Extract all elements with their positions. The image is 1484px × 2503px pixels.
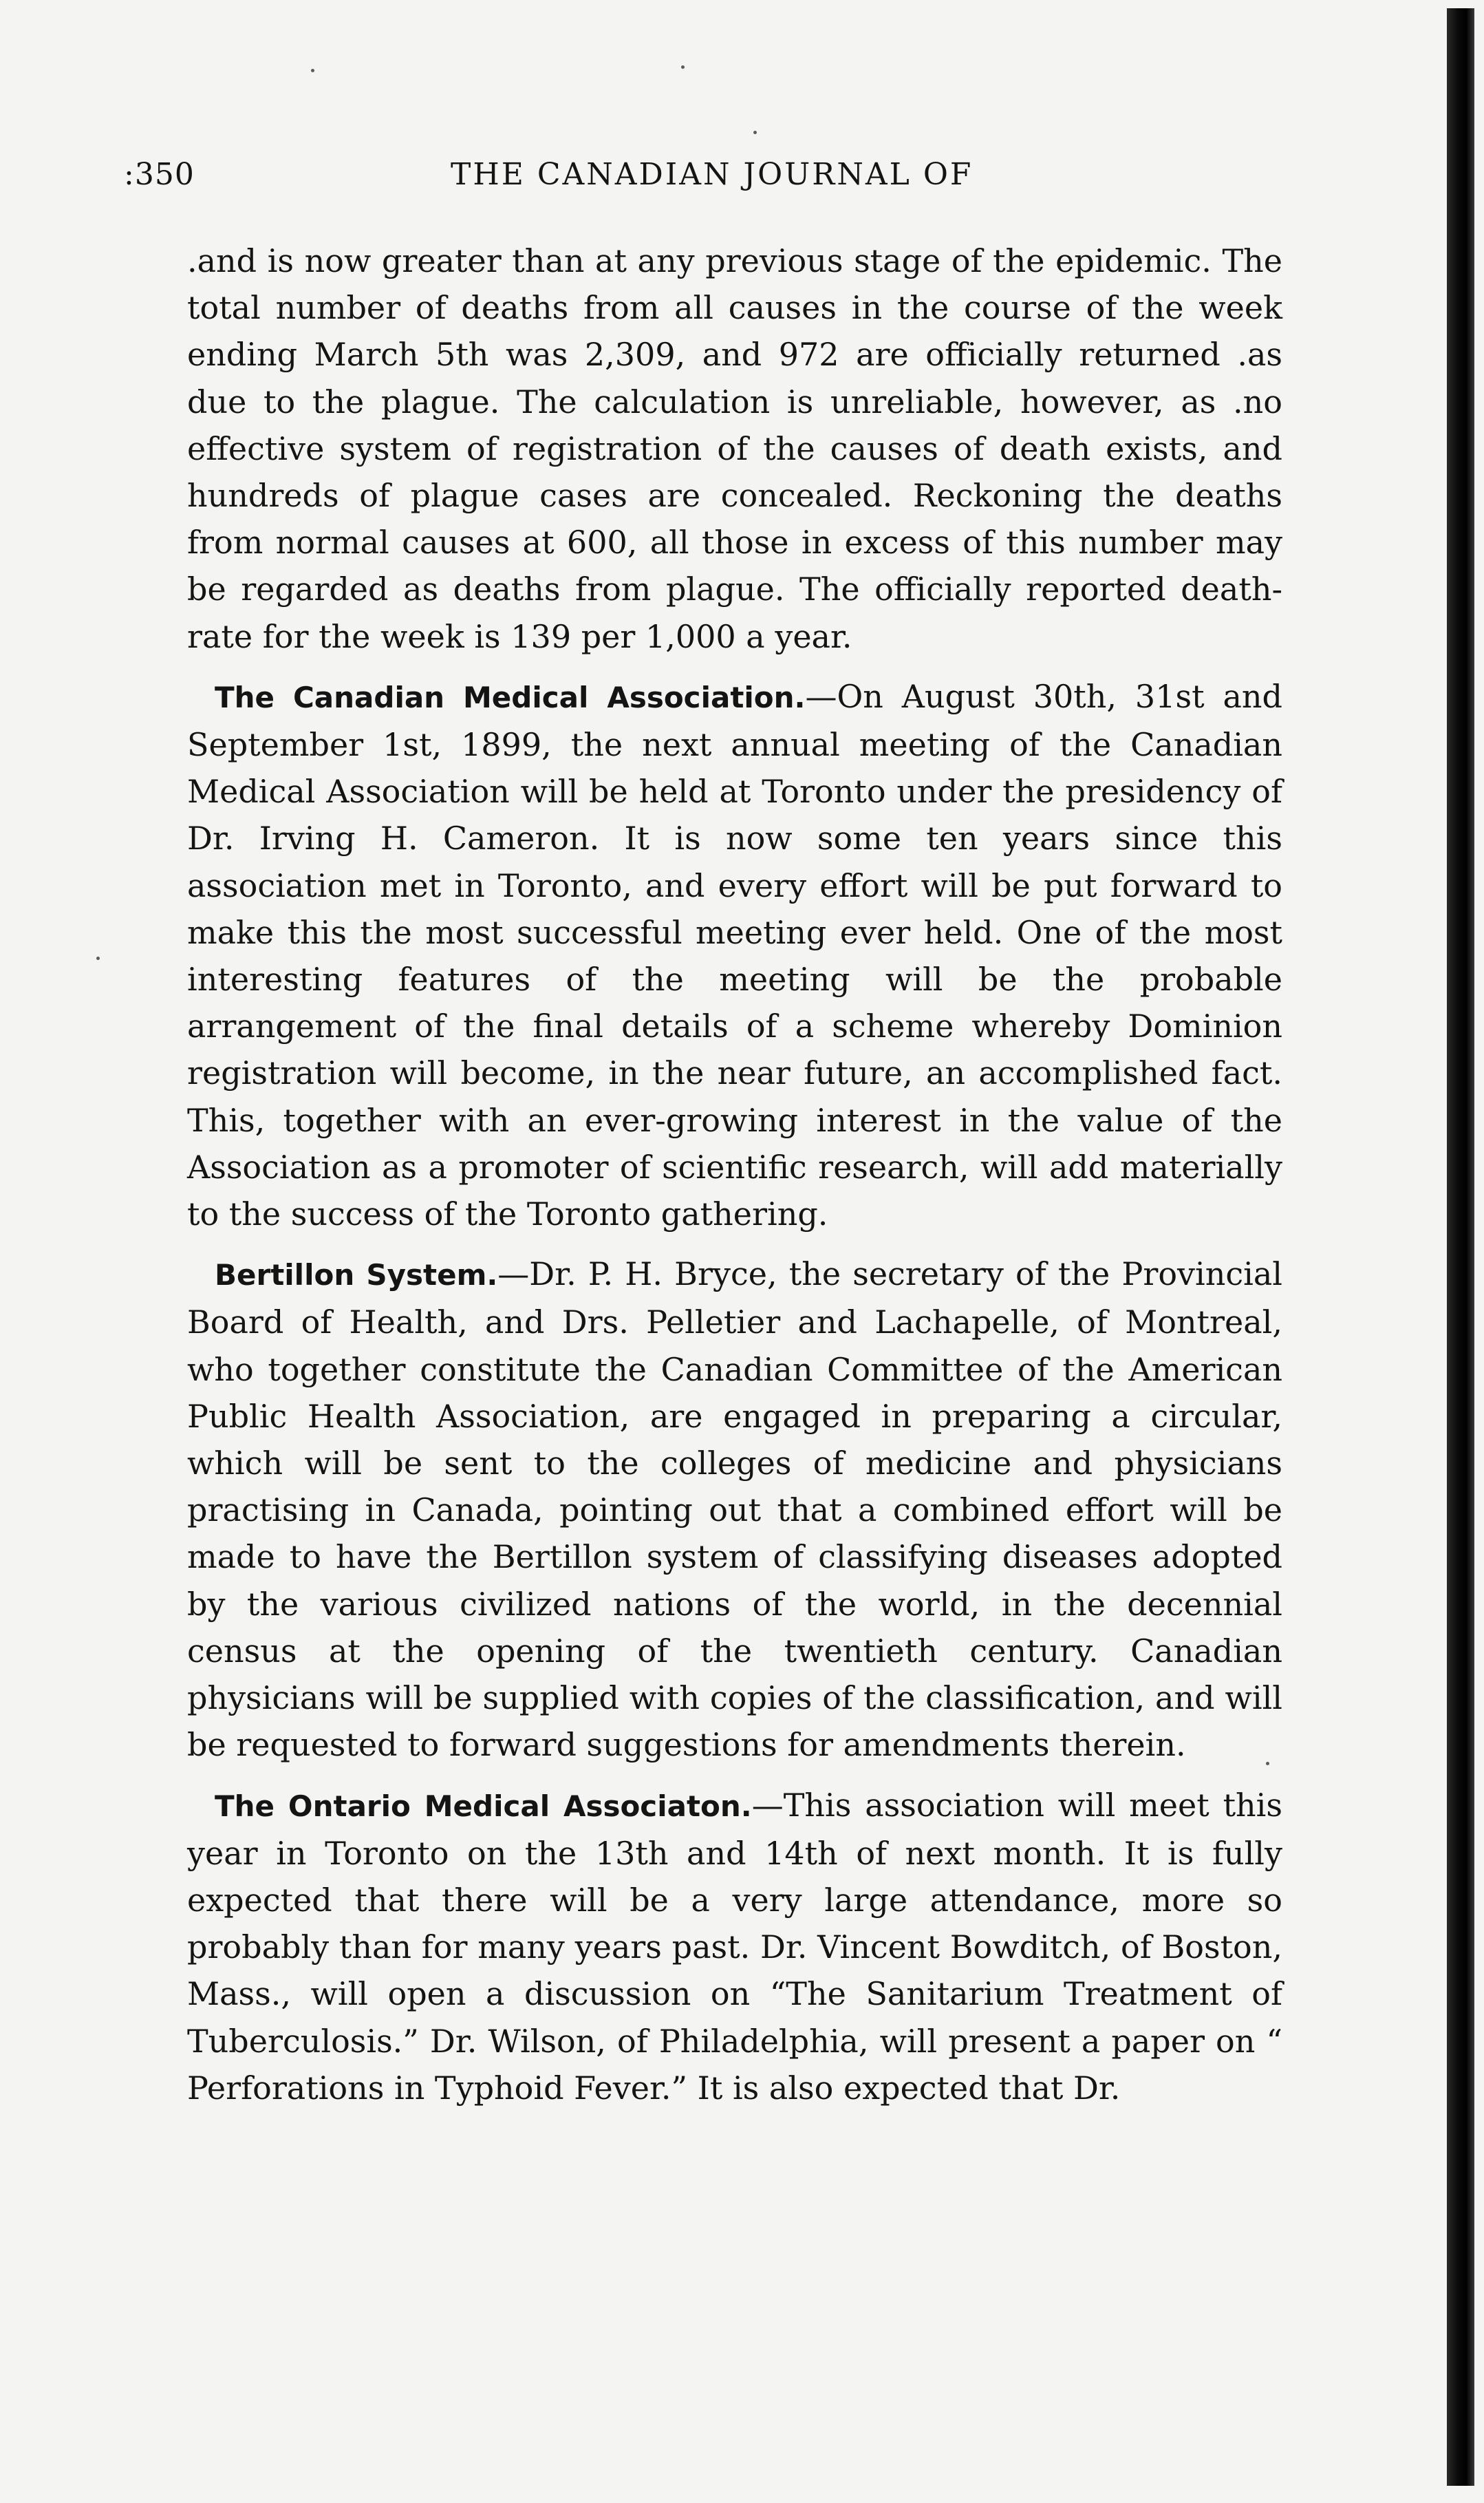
paragraph-body: —Dr. P. H. Bryce, the secretary of the Provincial Board of Health, and Drs. Pelletier and Lachapelle, of Montreal, who together constitute the Canadian Committee of the American Public Health Association, are engaged in preparing a circular, which will be sent to the colleges of medicine and physicians practising in Canada, pointing out that a combined effort will be made to have the Bertillon system of classifying diseases adopted by the various civilized nations of the world, in the decennial census at the opening of the twentieth century. Canadian physicians will be supplied with copies of the classification, and will be requested to forward suggestions for amendments therein. <box>187 1255 1282 1764</box>
article-text <box>187 237 1282 2124</box>
paragraph-body: —On August 30th, 31st and September 1st, 1899, the next annual meeting of the Canadian Medical Association will be held at Toronto under the presidency of Dr. Irving H. Cameron. It is now some ten years since this association met in Toronto, and every effort will be put forward to make this the most successful meeting ever held. One of the most interesting features of the meeting will be the probable arrangement of the final details of a scheme whereby Dominion registration will become, in the near future, an accomplished fact. This, together with an ever-growing interest in the value of the Association as a promoter of scientific research, will add materially to the success of the Toronto gathering. <box>187 677 1282 1233</box>
scan-speck <box>311 69 314 72</box>
paragraph-body: —This association will meet this year in Toronto on the 13th and 14th of next month. It is fully expected that there will be a very large attendance, more so probably than for many years past. Dr. Vincent Bowditch, of Boston, Mass., will open a discussion on “The Sanitarium Treatment of Tuberculosis.” Dr. Wilson, of Philadelphia, will present a paper on “ Perforations in Typhoid Fever.” It is also expected that Dr. <box>187 1786 1282 2107</box>
paragraph-plague-continuation <box>187 237 1282 660</box>
scan-speck <box>681 65 685 69</box>
section-heading: The Ontario Medical Associaton. <box>215 1789 752 1823</box>
section-heading: The Canadian Medical Association. <box>215 680 806 714</box>
page-number: :350 <box>124 157 195 192</box>
scan-speck <box>96 957 100 960</box>
section-heading: Bertillon System. <box>215 1258 498 1292</box>
scan-speck <box>753 131 757 134</box>
page-header <box>124 157 1266 212</box>
paragraph-canadian-medical-association <box>187 673 1282 1237</box>
paragraph-ontario-medical-association <box>187 1782 1282 2111</box>
running-title: THE CANADIAN JOURNAL OF <box>451 157 974 192</box>
paragraph-body: .and is now greater than at any previous stage of the epidemic. The total number of deaths from all causes in the course of the week ending March 5th was 2,309, and 972 are officially returned .as due to the plague. The calculation is unreliable, however, as .no effective system of registration of the causes of death exists, and hundreds of plague cases are concealed. Reckoning the deaths from normal causes at 600, all those in excess of this number may be regarded as deaths from plague. The officially reported death-rate for the week is 139 per 1,000 a year. <box>187 242 1282 655</box>
paragraph-bertillon-system <box>187 1250 1282 1768</box>
scan-binding-edge <box>1447 8 1474 2486</box>
